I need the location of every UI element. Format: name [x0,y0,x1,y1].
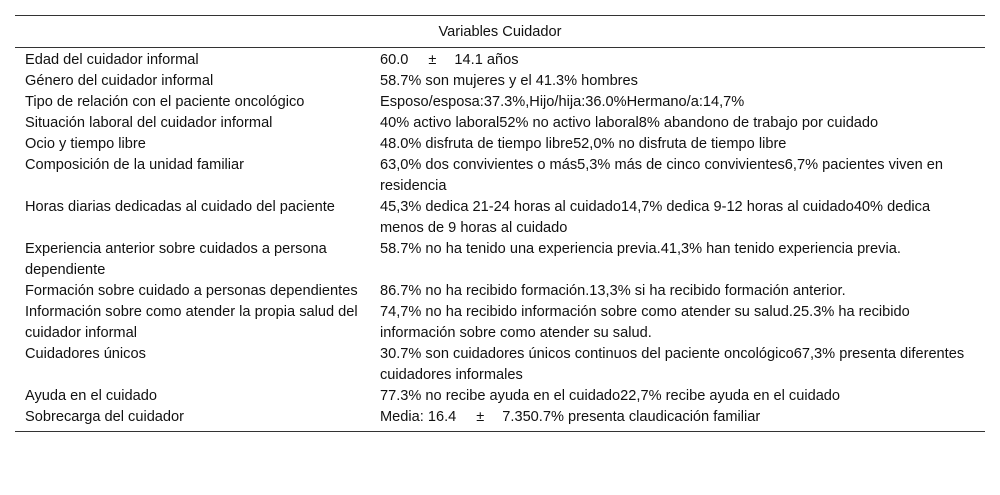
value-cell [380,48,985,72]
variable-cell: Información sobre como atender la propia salud del cuidador informal [25,304,358,341]
plus-minus-symbol: ± [428,52,437,68]
variable-cell: Edad del cuidador informal [25,52,199,68]
caregiver-variables-table [15,15,985,432]
table-header: Variables Cuidador [15,16,985,48]
value-sd: 14.1 años [454,52,519,68]
value-cell: 40% activo laboral52% no activo laboral8% abandono de trabajo por cuidado [380,115,879,131]
value-mean: 60.0 [380,52,409,68]
table-row [15,134,985,155]
variable-cell: Composición de la unidad familiar [25,157,245,173]
table-row [15,344,985,386]
value-sd: 7.350.7% presenta claudicación familiar [502,409,761,425]
table-row [15,302,985,344]
variable-cell: Ocio y tiempo libre [25,136,146,152]
variable-cell: Tipo de relación con el paciente oncológico [25,94,305,110]
table-row [15,48,985,72]
value-cell: 63,0% dos convivientes o más5,3% más de cinco convivientes6,7% pacientes viven en residencia [380,157,943,194]
variable-cell: Género del cuidador informal [25,73,214,89]
table-row [15,155,985,197]
table-row [15,92,985,113]
table-row [15,281,985,302]
variable-cell: Experiencia anterior sobre cuidados a persona dependiente [25,241,327,278]
caregiver-variables-table-container [15,15,985,432]
plus-minus-symbol: ± [476,409,485,425]
value-cell: 74,7% no ha recibido información sobre como atender su salud.25.3% ha recibido información sobre como atender su salud. [380,304,910,341]
value-cell: 45,3% dedica 21-24 horas al cuidado14,7% dedica 9-12 horas al cuidado40% dedica menos de 9 horas al cuidado [380,199,931,236]
variable-cell: Horas diarias dedicadas al cuidado del paciente [25,199,335,215]
table-row [15,386,985,407]
value-cell: 58.7% no ha tenido una experiencia previa.41,3% han tenido experiencia previa. [380,241,901,257]
value-cell: 48.0% disfruta de tiempo libre52,0% no disfruta de tiempo libre [380,136,787,152]
table-row [15,407,985,432]
value-cell: 30.7% son cuidadores únicos continuos del paciente oncológico67,3% presenta diferentes cuidadores informales [380,346,965,383]
table-row [15,197,985,239]
variable-cell: Formación sobre cuidado a personas dependientes [25,283,358,299]
table-header-row [15,16,985,48]
value-cell: 77.3% no recibe ayuda en el cuidado22,7% recibe ayuda en el cuidado [380,388,841,404]
table-row [15,71,985,92]
value-cell: 58.7% son mujeres y el 41.3% hombres [380,73,638,89]
table-row [15,113,985,134]
variable-cell: Cuidadores únicos [25,346,146,362]
value-cell [380,407,985,432]
value-cell: Esposo/esposa:37.3%,Hijo/hija:36.0%Hermano/a:14,7% [380,94,745,110]
variable-cell: Sobrecarga del cuidador [15,407,380,432]
value-cell: 86.7% no ha recibido formación.13,3% si ha recibido formación anterior. [380,283,846,299]
variable-cell: Ayuda en el cuidado [25,388,157,404]
table-row [15,239,985,281]
value-mean: Media: 16.4 [380,409,457,425]
variable-cell: Situación laboral del cuidador informal [25,115,273,131]
